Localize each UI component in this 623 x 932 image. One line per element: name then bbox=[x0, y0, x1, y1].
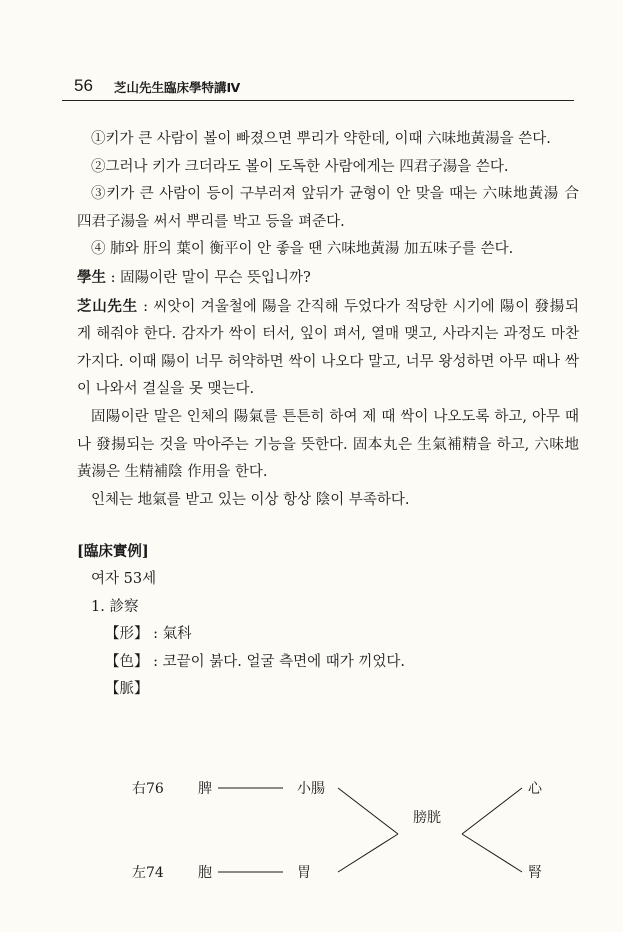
paragraph-5: 固陽이란 말은 인체의 陽氣를 튼튼히 하여 제 때 싹이 나오도록 하고, 아무 때나 發揚되는 것을 막아주는 기능을 뜻한다. 固本丸은 生氣補精을 하고, 六味地黃湯은 生精補陰 作用을 한다. bbox=[77, 408, 579, 481]
pulse-line bbox=[77, 676, 579, 704]
question-text: 固陽이란 말이 무슨 뜻입니까? bbox=[120, 269, 311, 286]
womb-label: 胞 bbox=[198, 865, 212, 881]
case-patient: 여자 53세 bbox=[91, 570, 157, 587]
case-heading: [臨床實例] bbox=[77, 543, 149, 561]
left-pulse-value: 左74 bbox=[132, 865, 164, 881]
running-header bbox=[62, 68, 574, 101]
question: 學生 : 固陽이란 말이 무슨 뜻입니까? bbox=[77, 268, 311, 286]
stomach-label: 胃 bbox=[297, 865, 311, 881]
diagonal-line-4 bbox=[462, 834, 522, 872]
answer: 芝山先生 : 씨앗이 겨울철에 陽을 간직해 두었다가 적당한 시기에 陽이 發揚되게 해줘야 한다. 감자가 싹이 터서, 잎이 펴서, 열매 맺고, 사라지는 과정도 마찬가지다. 이때 陽이 너무 허약하면 싹이 나오다 말고, 너무 왕성하면 아무 때나 싹이 나와서 결실을 못 맺는다. bbox=[77, 297, 579, 398]
case-section: 1. 診察 bbox=[91, 598, 139, 615]
answer-speaker: 芝山先生 bbox=[77, 297, 138, 315]
page-number: 56 bbox=[74, 76, 93, 95]
form-label: 【形】 bbox=[105, 626, 149, 643]
diagonal-line-2 bbox=[462, 788, 522, 834]
pulse-label: 【脈】 bbox=[105, 681, 149, 698]
kidney-label: 腎 bbox=[528, 865, 542, 881]
running-title: 芝山先生臨床學特講Ⅳ bbox=[114, 80, 241, 95]
right-pulse-value: 右76 bbox=[132, 781, 164, 797]
diagonal-line-1 bbox=[338, 788, 398, 834]
paragraph-6: 인체는 地氣를 받고 있는 이상 항상 陰이 부족하다. bbox=[91, 491, 410, 508]
paragraph-2: ②그러나 키가 크더라도 볼이 도독한 사람에게는 四君子湯을 쓴다. bbox=[91, 158, 509, 175]
form-value: : 氣科 bbox=[153, 626, 192, 643]
paragraph-1: ①키가 큰 사람이 볼이 빠졌으면 뿌리가 약한데, 이때 六味地黃湯을 쓴다. bbox=[91, 131, 551, 147]
color-label: 【色】 bbox=[105, 653, 149, 670]
heart-label: 心 bbox=[528, 781, 542, 797]
spleen-label: 脾 bbox=[198, 781, 212, 797]
question-speaker: 學生 bbox=[77, 268, 106, 286]
form-line bbox=[77, 621, 579, 649]
small-intestine-label: 小腸 bbox=[297, 781, 325, 797]
answer-text: 씨앗이 겨울철에 陽을 간직해 두었다가 적당한 시기에 陽이 發揚되게 해줘야 한다. 감자가 싹이 터서, 잎이 펴서, 열매 맺고, 사라지는 과정도 마찬가지다. 이때 陽이 너무 허약하면 싹이 나오다 말고, 너무 왕성하면 아무 때나 싹이 나와서 결실을 못 맺는다. bbox=[77, 298, 579, 398]
paragraph-3: ③키가 큰 사람이 등이 구부러져 앞뒤가 균형이 안 맞을 때는 六味地黃湯 合 四君子湯을 써서 뿌리를 박고 등을 펴준다. bbox=[77, 186, 579, 230]
body-text bbox=[77, 126, 579, 704]
bladder-label: 膀胱 bbox=[413, 810, 441, 826]
color-value: : 코끝이 붉다. 얼굴 측면에 때가 끼었다. bbox=[153, 653, 405, 670]
diagonal-line-3 bbox=[338, 834, 398, 872]
color-line bbox=[77, 649, 579, 677]
paragraph-4: ④ 肺와 肝의 葉이 衡平이 안 좋을 땐 六味地黃湯 加五味子를 쓴다. bbox=[91, 241, 514, 258]
